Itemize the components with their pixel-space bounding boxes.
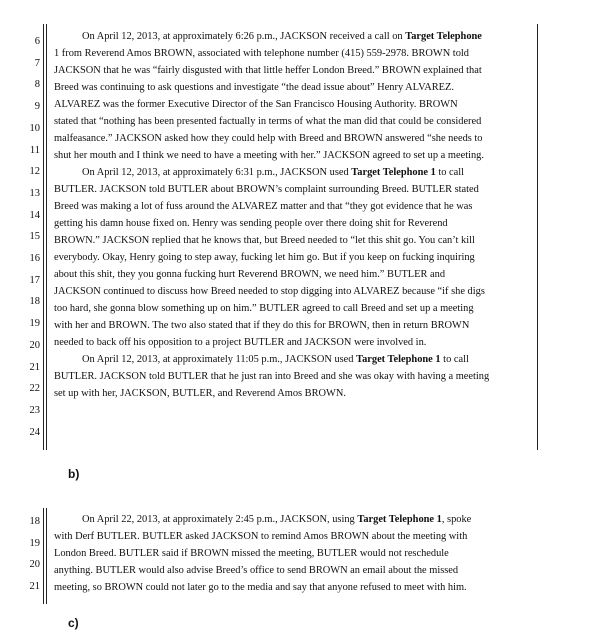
text-run: BROWN.” JACKSON replied that he knows that, but Breed needed to “let this shit go. You can’t kill — [54, 235, 475, 246]
text-line — [54, 317, 530, 334]
excerpt-1 — [0, 24, 604, 450]
text-line — [54, 215, 530, 232]
line-number-rule — [43, 508, 44, 604]
text-line — [54, 113, 530, 130]
text-line — [54, 368, 530, 385]
line-number-rule — [43, 24, 44, 450]
text-line — [54, 351, 530, 368]
text-line — [54, 385, 530, 402]
figure-label-c: c) — [68, 616, 79, 630]
text-line — [54, 283, 530, 300]
text-run: shut her mouth and I think we need to have a meeting with her.” JACKSON agreed to set up a meeting. — [54, 150, 484, 161]
text-run: JACKSON that he was “fairly disgusted with that little heffer London Breed.” BROWN explained that — [54, 65, 482, 76]
paragraph — [54, 28, 530, 164]
text-run: needed to back off his opposition to a project BUTLER and JACKSON were involved in. — [54, 337, 427, 348]
bold-term: Target Telephone 1 — [351, 167, 436, 178]
text-line — [54, 511, 530, 528]
text-line — [54, 198, 530, 215]
text-run: On April 12, 2013, at approximately 6:31 p.m., JACKSON used — [82, 167, 352, 178]
excerpt-2 — [0, 508, 604, 604]
line-number-rule — [46, 24, 47, 450]
line-number: 24 — [29, 426, 40, 438]
text-run: ALVAREZ was the former Executive Director of the San Francisco Housing Authority. BROWN — [54, 99, 458, 110]
figure-label-b: b) — [68, 467, 80, 481]
bold-term: Target Telephone 1 — [356, 354, 441, 365]
line-number: 20 — [29, 339, 40, 351]
text-run: 1 from Reverend Amos BROWN, associated with telephone number (415) 559-2978. BROWN told — [54, 48, 469, 59]
text-line — [54, 528, 530, 545]
line-number-column — [0, 24, 44, 450]
line-number-column — [0, 508, 44, 604]
text-run: to call — [435, 167, 465, 178]
line-number: 12 — [29, 166, 40, 178]
text-run: On April 12, 2013, at approximately 11:05 p.m., JACKSON used — [82, 354, 357, 365]
line-number-rule — [46, 508, 47, 604]
text-run: London Breed. BUTLER said if BROWN missed the meeting, BUTLER would not reschedule — [54, 548, 449, 559]
text-line — [54, 266, 530, 283]
text-line — [54, 249, 530, 266]
line-number: 18 — [29, 296, 40, 308]
line-number: 17 — [29, 274, 40, 286]
line-number: 11 — [29, 144, 40, 156]
text-run: Breed was continuing to ask questions and investigate “the dead issue about” Henry ALVAREZ. — [54, 82, 454, 93]
line-number: 22 — [29, 383, 40, 395]
line-number: 19 — [29, 537, 40, 549]
line-number: 14 — [29, 209, 40, 221]
line-number: 7 — [34, 57, 40, 69]
line-number: 19 — [29, 318, 40, 330]
line-number: 21 — [29, 580, 40, 592]
excerpt-1-text — [54, 28, 530, 402]
line-number: 16 — [29, 253, 40, 264]
text-run: stated that “nothing has been presented factually in terms of what the man did that could be considered — [54, 116, 482, 127]
text-run: with her and BROWN. The two also stated that if they do this for BROWN, then in return BROWN — [54, 320, 470, 331]
text-run: too hard, she gonna blow something up on him.” BUTLER agreed to call Breed and set up a meeting — [54, 303, 474, 314]
text-line — [54, 96, 530, 113]
text-run: Breed was making a lot of fuss around the ALVAREZ matter and that “they got evidence that he was — [54, 201, 473, 212]
text-run: anything. BUTLER would also advise Breed’s office to send BROWN an email about the missed — [54, 565, 459, 576]
line-number: 6 — [34, 36, 40, 47]
text-line — [54, 28, 530, 45]
bold-term: Target Telephone — [405, 31, 482, 42]
line-number: 18 — [29, 516, 40, 527]
text-run: meeting, so BROWN could not later go to the media and say that anyone refused to meet with him. — [54, 582, 467, 593]
line-number: 21 — [29, 361, 40, 373]
line-number: 8 — [34, 79, 40, 91]
text-line — [54, 62, 530, 79]
right-margin-rule — [537, 24, 538, 450]
line-number: 13 — [29, 187, 40, 199]
line-number: 23 — [29, 404, 40, 416]
text-line — [54, 232, 530, 249]
line-number: 15 — [29, 231, 40, 243]
text-run: BUTLER. JACKSON told BUTLER about BROWN’s complaint surrounding Breed. BUTLER stated — [54, 184, 479, 195]
line-number: 10 — [29, 122, 40, 134]
text-line — [54, 562, 530, 579]
text-run: JACKSON continued to discuss how Breed needed to stop digging into ALVAREZ because “if she digs — [54, 286, 485, 297]
text-run: On April 12, 2013, at approximately 6:26 p.m., JACKSON received a call on — [82, 31, 406, 42]
text-line — [54, 300, 530, 317]
line-number: 20 — [29, 559, 40, 570]
text-run: On April 22, 2013, at approximately 2:45 p.m., JACKSON, using — [82, 514, 358, 525]
text-line — [54, 164, 530, 181]
text-run: to call — [440, 354, 469, 365]
text-line — [54, 130, 530, 147]
bold-term: Target Telephone 1 — [357, 514, 442, 525]
text-line — [54, 334, 530, 351]
paragraph — [54, 351, 530, 402]
text-line — [54, 181, 530, 198]
text-run: with Derf BUTLER. BUTLER asked JACKSON to remind Amos BROWN about the meeting with — [54, 531, 468, 542]
line-number: 9 — [34, 101, 40, 113]
excerpt-2-text — [54, 511, 530, 596]
text-line — [54, 545, 530, 562]
text-line — [54, 79, 530, 96]
paragraph — [54, 511, 530, 596]
text-run: everybody. Okay, Henry going to step away, fucking let him go. But if you keep on fucking inquiring — [54, 252, 475, 263]
paragraph — [54, 164, 530, 351]
text-run: getting his damn house fixed on. Henry was sending people over there doing shit for Reverend — [54, 218, 448, 229]
text-run: malfeasance.” JACKSON asked how they could help with Breed and BROWN answered “she needs to — [54, 133, 483, 144]
text-run: about this shit, they you gonna fucking hurt Reverend BROWN, we need him.” BUTLER and — [54, 269, 446, 280]
text-line — [54, 45, 530, 62]
text-run: BUTLER. JACKSON told BUTLER that he just ran into Breed and she was okay with having a meeting — [54, 371, 490, 382]
text-line — [54, 579, 530, 596]
text-run: set up with her, JACKSON, BUTLER, and Reverend Amos BROWN. — [54, 388, 346, 399]
text-run: , spoke — [441, 514, 472, 525]
text-line — [54, 147, 530, 164]
